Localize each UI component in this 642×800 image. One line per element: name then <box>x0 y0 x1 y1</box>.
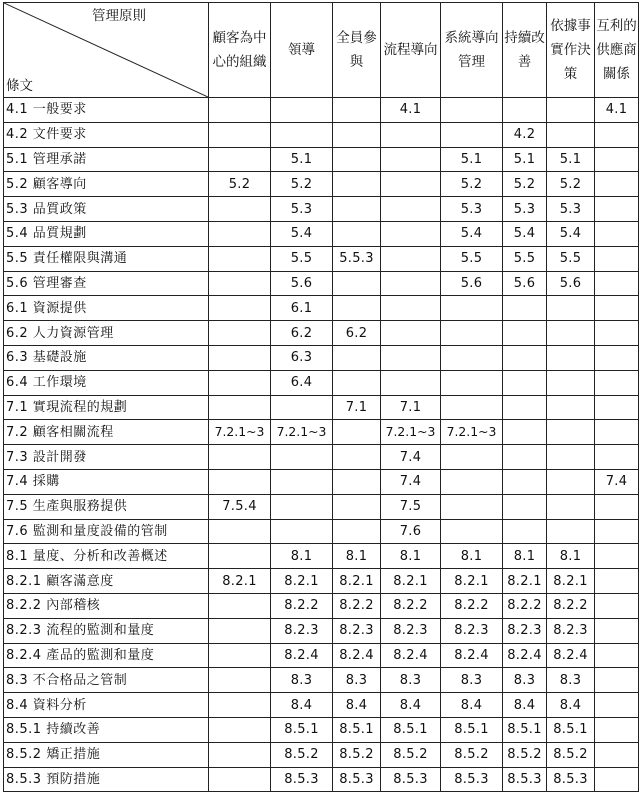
clause-cell: 7.1 實現流程的規劃 <box>4 395 209 420</box>
mapping-cell <box>333 469 381 494</box>
column-header-continual-improvement: 持續改善 <box>503 3 547 98</box>
mapping-cell: 8.5.3 <box>441 767 503 792</box>
table-row <box>4 643 639 668</box>
mapping-cell: 8.1 <box>381 544 441 569</box>
mapping-cell <box>595 420 639 445</box>
mapping-cell: 5.6 <box>503 271 547 296</box>
column-header-involvement: 全員參與 <box>333 3 381 98</box>
mapping-cell <box>271 519 333 544</box>
mapping-cell: 8.5.2 <box>503 742 547 767</box>
mapping-cell <box>271 98 333 123</box>
column-header-customer-focus: 顧客為中心的組織 <box>209 3 271 98</box>
mapping-cell: 8.2.4 <box>441 643 503 668</box>
mapping-cell <box>333 197 381 222</box>
mapping-cell <box>209 767 271 792</box>
table-row <box>4 544 639 569</box>
mapping-cell <box>503 494 547 519</box>
mapping-cell <box>595 717 639 742</box>
mapping-cell <box>381 345 441 370</box>
mapping-cell <box>271 445 333 470</box>
mapping-cell: 8.2.4 <box>547 643 595 668</box>
mapping-cell: 8.2.4 <box>381 643 441 668</box>
mapping-cell: 6.2 <box>333 321 381 346</box>
table-row <box>4 122 639 147</box>
mapping-cell <box>595 494 639 519</box>
mapping-cell <box>209 122 271 147</box>
mapping-cell: 8.3 <box>441 668 503 693</box>
mapping-cell: 6.1 <box>271 296 333 321</box>
mapping-cell <box>503 445 547 470</box>
mapping-cell <box>333 420 381 445</box>
mapping-cell: 5.3 <box>503 197 547 222</box>
mapping-cell <box>547 370 595 395</box>
principles-header-label: 管理原則 <box>92 8 146 24</box>
mapping-cell: 5.2 <box>503 172 547 197</box>
mapping-cell <box>503 345 547 370</box>
mapping-cell: 5.3 <box>547 197 595 222</box>
mapping-cell: 8.2.2 <box>271 593 333 618</box>
mapping-cell: 8.2.2 <box>333 593 381 618</box>
mapping-cell: 8.2.1 <box>381 569 441 594</box>
mapping-cell <box>209 544 271 569</box>
clause-cell: 8.1 量度、分析和改善概述 <box>4 544 209 569</box>
mapping-cell <box>595 569 639 594</box>
mapping-cell: 6.2 <box>271 321 333 346</box>
column-header-system-approach: 系統導向管理 <box>441 3 503 98</box>
principles-clause-matrix-table <box>3 2 639 792</box>
mapping-cell: 8.2.3 <box>503 618 547 643</box>
table-row <box>4 717 639 742</box>
mapping-cell <box>209 98 271 123</box>
mapping-cell <box>503 420 547 445</box>
mapping-cell <box>503 519 547 544</box>
column-header-process-approach: 流程導向 <box>381 3 441 98</box>
mapping-cell: 7.2.1~3 <box>209 420 271 445</box>
mapping-cell <box>441 321 503 346</box>
mapping-cell <box>547 469 595 494</box>
mapping-cell <box>595 296 639 321</box>
mapping-cell: 8.2.2 <box>503 593 547 618</box>
table-row <box>4 420 639 445</box>
mapping-cell <box>209 593 271 618</box>
mapping-cell: 5.5 <box>441 246 503 271</box>
table-body <box>4 98 639 792</box>
mapping-cell: 5.6 <box>547 271 595 296</box>
mapping-cell: 5.6 <box>271 271 333 296</box>
mapping-cell <box>209 370 271 395</box>
mapping-cell <box>209 197 271 222</box>
mapping-cell <box>209 618 271 643</box>
clause-cell: 8.5.2 矯正措施 <box>4 742 209 767</box>
table-row <box>4 321 639 346</box>
mapping-cell: 5.1 <box>503 147 547 172</box>
mapping-cell: 8.5.2 <box>333 742 381 767</box>
mapping-cell <box>381 370 441 395</box>
mapping-cell <box>209 643 271 668</box>
mapping-cell: 5.3 <box>271 197 333 222</box>
mapping-cell <box>547 519 595 544</box>
mapping-cell: 8.3 <box>503 668 547 693</box>
table-row <box>4 172 639 197</box>
mapping-cell: 4.1 <box>595 98 639 123</box>
mapping-cell: 5.4 <box>503 221 547 246</box>
mapping-cell: 7.4 <box>381 469 441 494</box>
mapping-cell: 7.5.4 <box>209 494 271 519</box>
mapping-cell: 4.1 <box>381 98 441 123</box>
mapping-cell <box>209 271 271 296</box>
mapping-cell <box>595 593 639 618</box>
table-row <box>4 519 639 544</box>
mapping-cell <box>209 445 271 470</box>
mapping-cell <box>595 742 639 767</box>
mapping-cell <box>547 122 595 147</box>
column-header-leadership: 領導 <box>271 3 333 98</box>
mapping-cell <box>547 296 595 321</box>
mapping-cell: 8.2.2 <box>381 593 441 618</box>
mapping-cell <box>441 98 503 123</box>
mapping-cell <box>547 345 595 370</box>
mapping-cell: 8.4 <box>271 693 333 718</box>
clause-cell: 8.2.3 流程的監測和量度 <box>4 618 209 643</box>
table-row <box>4 742 639 767</box>
mapping-cell <box>595 643 639 668</box>
mapping-cell <box>547 321 595 346</box>
mapping-cell <box>441 345 503 370</box>
mapping-cell <box>333 221 381 246</box>
mapping-cell <box>503 296 547 321</box>
table-row <box>4 197 639 222</box>
mapping-cell: 8.5.2 <box>441 742 503 767</box>
clause-cell: 8.2.1 顧客滿意度 <box>4 569 209 594</box>
mapping-cell: 8.2.3 <box>441 618 503 643</box>
mapping-cell <box>209 296 271 321</box>
clause-cell: 5.2 顧客導向 <box>4 172 209 197</box>
mapping-cell <box>547 395 595 420</box>
clause-cell: 5.5 責任權限與溝通 <box>4 246 209 271</box>
mapping-cell: 8.2.1 <box>271 569 333 594</box>
clause-cell: 6.3 基礎設施 <box>4 345 209 370</box>
mapping-cell: 8.2.3 <box>547 618 595 643</box>
clause-cell: 7.2 顧客相關流程 <box>4 420 209 445</box>
table-row <box>4 767 639 792</box>
table-row <box>4 569 639 594</box>
mapping-cell <box>595 246 639 271</box>
mapping-cell: 8.2.4 <box>503 643 547 668</box>
mapping-cell <box>381 122 441 147</box>
mapping-cell: 8.5.1 <box>271 717 333 742</box>
mapping-cell: 8.5.3 <box>503 767 547 792</box>
mapping-cell <box>441 122 503 147</box>
clause-cell: 8.4 資料分析 <box>4 693 209 718</box>
mapping-cell: 8.3 <box>547 668 595 693</box>
mapping-cell <box>595 271 639 296</box>
mapping-cell <box>333 445 381 470</box>
mapping-cell: 5.5.3 <box>333 246 381 271</box>
mapping-cell: 5.5 <box>547 246 595 271</box>
clause-header-label: 條文 <box>6 77 33 94</box>
mapping-cell: 6.4 <box>271 370 333 395</box>
mapping-cell <box>441 370 503 395</box>
mapping-cell: 8.3 <box>381 668 441 693</box>
mapping-cell <box>441 469 503 494</box>
mapping-cell: 8.3 <box>333 668 381 693</box>
mapping-cell <box>595 544 639 569</box>
mapping-cell: 5.5 <box>503 246 547 271</box>
table-row <box>4 296 639 321</box>
column-header-factual-decision: 依據事實作決策 <box>547 3 595 98</box>
mapping-cell <box>271 469 333 494</box>
mapping-cell: 8.2.3 <box>333 618 381 643</box>
mapping-cell: 7.1 <box>381 395 441 420</box>
mapping-cell: 7.2.1~3 <box>441 420 503 445</box>
mapping-cell: 8.2.3 <box>381 618 441 643</box>
table-row <box>4 469 639 494</box>
mapping-cell: 8.2.1 <box>547 569 595 594</box>
mapping-cell <box>441 445 503 470</box>
mapping-cell: 5.4 <box>441 221 503 246</box>
mapping-cell: 8.2.4 <box>271 643 333 668</box>
mapping-cell <box>333 494 381 519</box>
mapping-cell: 8.1 <box>271 544 333 569</box>
mapping-cell <box>209 246 271 271</box>
mapping-cell <box>209 742 271 767</box>
mapping-cell: 8.5.1 <box>503 717 547 742</box>
mapping-cell: 8.5.1 <box>333 717 381 742</box>
mapping-cell <box>333 519 381 544</box>
table-row <box>4 494 639 519</box>
mapping-cell <box>595 197 639 222</box>
mapping-cell <box>503 370 547 395</box>
mapping-cell: 8.1 <box>547 544 595 569</box>
mapping-cell: 5.6 <box>441 271 503 296</box>
mapping-cell <box>441 494 503 519</box>
mapping-cell <box>209 469 271 494</box>
mapping-cell: 8.2.1 <box>333 569 381 594</box>
mapping-cell: 5.2 <box>547 172 595 197</box>
mapping-cell <box>503 98 547 123</box>
clause-cell: 7.6 監測和量度設備的管制 <box>4 519 209 544</box>
mapping-cell <box>333 98 381 123</box>
mapping-cell <box>503 469 547 494</box>
header-row <box>4 3 639 98</box>
mapping-cell: 5.2 <box>441 172 503 197</box>
mapping-cell: 8.5.2 <box>271 742 333 767</box>
mapping-cell <box>209 519 271 544</box>
mapping-cell: 5.1 <box>441 147 503 172</box>
clause-cell: 8.2.2 內部稽核 <box>4 593 209 618</box>
mapping-cell: 6.3 <box>271 345 333 370</box>
mapping-cell <box>333 345 381 370</box>
mapping-cell: 5.3 <box>441 197 503 222</box>
mapping-cell: 8.3 <box>271 668 333 693</box>
mapping-cell: 8.4 <box>441 693 503 718</box>
mapping-cell: 5.4 <box>271 221 333 246</box>
mapping-cell <box>209 321 271 346</box>
clause-cell: 8.5.3 預防措施 <box>4 767 209 792</box>
mapping-cell <box>333 271 381 296</box>
mapping-cell: 8.2.1 <box>209 569 271 594</box>
mapping-cell <box>441 395 503 420</box>
mapping-cell <box>595 693 639 718</box>
mapping-cell <box>209 717 271 742</box>
mapping-cell <box>547 98 595 123</box>
table-row <box>4 345 639 370</box>
table-row <box>4 370 639 395</box>
mapping-cell: 5.2 <box>271 172 333 197</box>
mapping-cell <box>503 321 547 346</box>
mapping-cell: 8.5.2 <box>547 742 595 767</box>
mapping-cell: 8.1 <box>441 544 503 569</box>
clause-cell: 4.1 一般要求 <box>4 98 209 123</box>
mapping-cell <box>333 122 381 147</box>
mapping-cell: 8.2.2 <box>441 593 503 618</box>
mapping-cell <box>209 395 271 420</box>
mapping-cell: 8.2.1 <box>441 569 503 594</box>
mapping-cell <box>209 345 271 370</box>
table-row <box>4 668 639 693</box>
table-row <box>4 395 639 420</box>
mapping-cell <box>595 321 639 346</box>
clause-cell: 5.3 品質政策 <box>4 197 209 222</box>
clause-cell: 5.6 管理審查 <box>4 271 209 296</box>
mapping-cell <box>271 122 333 147</box>
table-row <box>4 221 639 246</box>
mapping-cell: 8.5.1 <box>547 717 595 742</box>
table-row <box>4 618 639 643</box>
clause-cell: 6.2 人力資源管理 <box>4 321 209 346</box>
mapping-cell <box>595 370 639 395</box>
mapping-cell <box>595 122 639 147</box>
mapping-cell <box>381 321 441 346</box>
mapping-cell: 8.4 <box>381 693 441 718</box>
mapping-cell <box>333 296 381 321</box>
clause-cell: 7.5 生產與服務提供 <box>4 494 209 519</box>
table-row <box>4 246 639 271</box>
mapping-cell <box>209 221 271 246</box>
mapping-cell: 5.4 <box>547 221 595 246</box>
mapping-cell: 7.2.1~3 <box>271 420 333 445</box>
clause-cell: 5.4 品質規劃 <box>4 221 209 246</box>
mapping-cell <box>441 296 503 321</box>
mapping-cell: 8.5.3 <box>271 767 333 792</box>
mapping-cell <box>209 147 271 172</box>
mapping-cell: 8.4 <box>333 693 381 718</box>
column-header-supplier-relations: 互利的供應商關係 <box>595 3 639 98</box>
clause-cell: 4.2 文件要求 <box>4 122 209 147</box>
mapping-cell: 7.1 <box>333 395 381 420</box>
mapping-cell <box>381 296 441 321</box>
mapping-cell: 5.1 <box>547 147 595 172</box>
mapping-cell <box>333 370 381 395</box>
mapping-cell: 8.2.1 <box>503 569 547 594</box>
table-row <box>4 271 639 296</box>
mapping-cell: 5.5 <box>271 246 333 271</box>
mapping-cell <box>381 147 441 172</box>
mapping-cell: 5.2 <box>209 172 271 197</box>
mapping-cell: 7.2.1~3 <box>381 420 441 445</box>
mapping-cell: 8.5.1 <box>441 717 503 742</box>
mapping-cell <box>547 494 595 519</box>
clause-cell: 7.4 採購 <box>4 469 209 494</box>
mapping-cell: 8.1 <box>503 544 547 569</box>
table-row <box>4 693 639 718</box>
mapping-cell: 8.5.3 <box>381 767 441 792</box>
corner-header-cell <box>4 3 209 98</box>
mapping-cell: 5.1 <box>271 147 333 172</box>
mapping-cell: 8.4 <box>503 693 547 718</box>
clause-cell: 5.1 管理承諾 <box>4 147 209 172</box>
mapping-cell: 8.1 <box>333 544 381 569</box>
clause-cell: 6.4 工作環境 <box>4 370 209 395</box>
clause-cell: 8.2.4 產品的監測和量度 <box>4 643 209 668</box>
table-row <box>4 445 639 470</box>
clause-cell: 7.3 設計開發 <box>4 445 209 470</box>
mapping-cell <box>595 345 639 370</box>
clause-cell: 8.3 不合格品之管制 <box>4 668 209 693</box>
mapping-cell <box>271 494 333 519</box>
mapping-cell <box>381 246 441 271</box>
table-row <box>4 593 639 618</box>
mapping-cell <box>595 668 639 693</box>
mapping-cell: 8.2.2 <box>547 593 595 618</box>
mapping-cell: 4.2 <box>503 122 547 147</box>
mapping-cell <box>595 767 639 792</box>
clause-cell: 6.1 資源提供 <box>4 296 209 321</box>
mapping-cell: 7.6 <box>381 519 441 544</box>
mapping-cell <box>441 519 503 544</box>
mapping-cell <box>381 197 441 222</box>
mapping-cell <box>547 445 595 470</box>
mapping-cell <box>595 618 639 643</box>
mapping-cell <box>595 147 639 172</box>
mapping-cell <box>595 221 639 246</box>
mapping-cell: 8.5.3 <box>333 767 381 792</box>
mapping-cell: 7.4 <box>381 445 441 470</box>
mapping-cell: 8.5.3 <box>547 767 595 792</box>
mapping-cell <box>209 668 271 693</box>
mapping-cell <box>595 395 639 420</box>
mapping-cell <box>381 271 441 296</box>
mapping-cell: 8.5.1 <box>381 717 441 742</box>
mapping-cell: 7.4 <box>595 469 639 494</box>
mapping-cell <box>333 147 381 172</box>
mapping-cell <box>595 445 639 470</box>
mapping-cell: 8.4 <box>547 693 595 718</box>
mapping-cell <box>209 693 271 718</box>
mapping-cell: 8.2.3 <box>271 618 333 643</box>
mapping-cell <box>271 395 333 420</box>
table-row <box>4 147 639 172</box>
mapping-cell <box>503 395 547 420</box>
mapping-cell: 7.5 <box>381 494 441 519</box>
mapping-cell <box>381 221 441 246</box>
mapping-cell <box>333 172 381 197</box>
mapping-cell <box>595 519 639 544</box>
mapping-cell <box>595 172 639 197</box>
clause-cell: 8.5.1 持續改善 <box>4 717 209 742</box>
mapping-cell <box>381 172 441 197</box>
mapping-cell: 8.2.4 <box>333 643 381 668</box>
table-row <box>4 98 639 123</box>
mapping-cell <box>547 420 595 445</box>
mapping-cell: 8.5.2 <box>381 742 441 767</box>
